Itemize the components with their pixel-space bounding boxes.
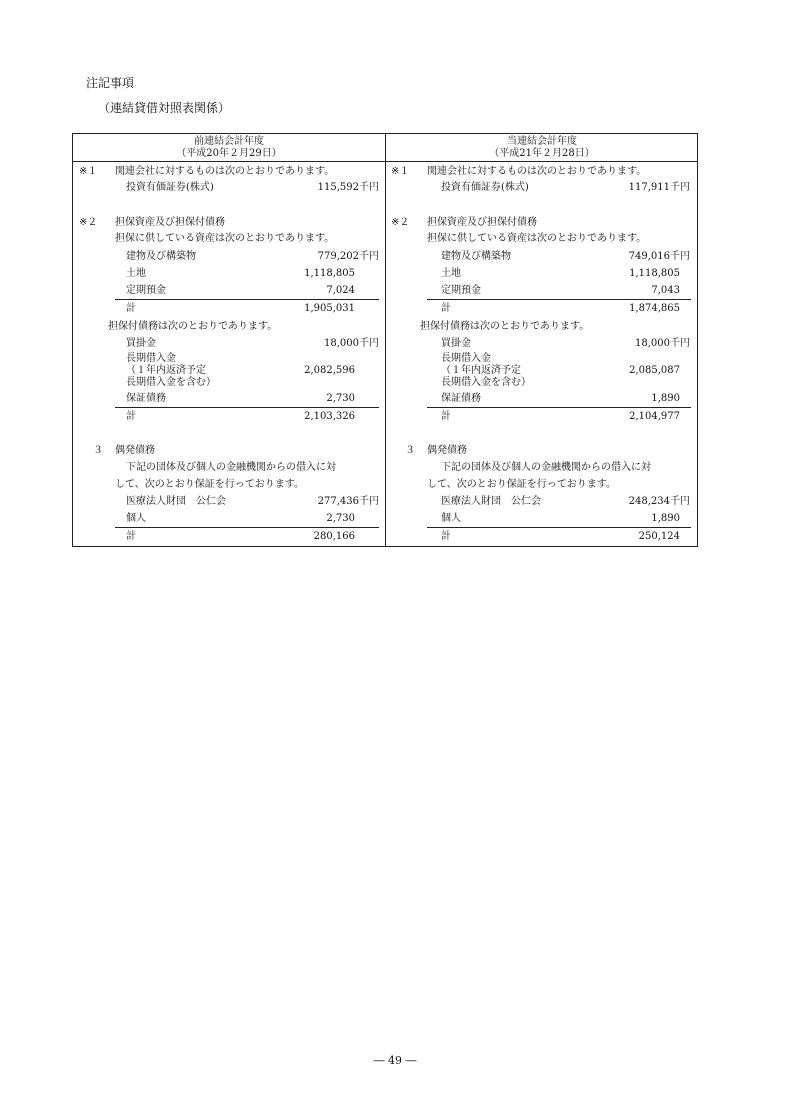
- note3-title: 偶発債務: [427, 445, 467, 456]
- column-title: 当連結会計年度: [507, 136, 577, 147]
- note3-marker: ３: [93, 445, 103, 456]
- note1-item-label: 投資有価証券(株式): [126, 182, 214, 193]
- column-title: 前連結会計年度: [194, 136, 264, 147]
- subtotal-rule: [427, 527, 691, 528]
- guarantee-value: 1,890: [651, 513, 680, 524]
- current-year-column: [386, 134, 698, 546]
- debt-label: 買掛金: [126, 338, 156, 349]
- asset-value: 1,118,805: [304, 268, 355, 279]
- debt-label: 買掛金: [441, 338, 471, 349]
- subtotal-rule: [427, 299, 691, 300]
- debt-label-sub: 長期借入金を含む）: [441, 377, 531, 388]
- column-period: （平成20年２月29日）: [176, 148, 282, 159]
- debt-label-sub: 長期借入金を含む）: [126, 377, 216, 388]
- previous-year-column: [73, 134, 385, 546]
- debt-label-sub: （１年内返済予定: [441, 365, 521, 376]
- debt-label: 保証債務: [441, 393, 481, 404]
- debt-label-sub: （１年内返済予定: [126, 365, 206, 376]
- debt-label: 長期借入金: [441, 353, 491, 364]
- guarantee-total-value: 250,124: [638, 531, 680, 542]
- asset-label: 土地: [126, 268, 146, 279]
- note1-marker: ※１: [391, 166, 410, 177]
- note1-text: 関連会社に対するものは次のとおりであります。: [427, 166, 647, 177]
- assets-total-label: 計: [126, 303, 136, 314]
- asset-label: 土地: [441, 268, 461, 279]
- guarantee-label: 個人: [441, 513, 461, 524]
- balance-sheet-notes-table: [72, 133, 698, 547]
- subtotal-rule: [115, 527, 379, 528]
- guarantee-value: 277,436千円: [317, 496, 379, 507]
- asset-value: 749,016千円: [628, 251, 690, 262]
- note2-debts-intro: 担保付債務は次のとおりであります。: [108, 321, 278, 332]
- asset-value: 7,024: [326, 285, 355, 296]
- note3-text: して、次のとおり保証を行っております。: [427, 479, 616, 490]
- asset-value: 7,043: [651, 285, 680, 296]
- asset-label: 建物及び構築物: [441, 251, 511, 262]
- debts-total-label: 計: [126, 411, 136, 422]
- assets-total-value: 1,905,031: [304, 303, 355, 314]
- section-heading: 注記事項: [86, 76, 135, 90]
- note1-text: 関連会社に対するものは次のとおりであります。: [115, 166, 335, 177]
- note2-title: 担保資産及び担保付債務: [115, 217, 225, 228]
- debt-value: 18,000千円: [635, 338, 690, 349]
- guarantee-value: 2,730: [326, 513, 355, 524]
- guarantee-total-label: 計: [126, 531, 136, 542]
- guarantee-label: 医療法人財団 公仁会: [441, 496, 541, 507]
- debts-total-label: 計: [441, 411, 451, 422]
- guarantee-total-value: 280,166: [313, 531, 355, 542]
- note3-text: 下記の団体及び個人の金融機関からの借入に対: [126, 462, 336, 473]
- note2-marker: ※２: [391, 217, 410, 228]
- debt-label: 保証債務: [126, 393, 166, 404]
- note2-assets-intro: 担保に供している資産は次のとおりであります。: [427, 233, 647, 244]
- assets-total-value: 1,874,865: [629, 303, 680, 314]
- page-number: ― 49 ―: [373, 1054, 417, 1067]
- debt-value: 18,000千円: [324, 338, 379, 349]
- note3-text: して、次のとおり保証を行っております。: [115, 479, 304, 490]
- note2-assets-intro: 担保に供している資産は次のとおりであります。: [115, 233, 335, 244]
- note1-item-value: 117,911千円: [628, 182, 690, 193]
- asset-label: 建物及び構築物: [126, 251, 196, 262]
- debts-total-value: 2,103,326: [304, 411, 355, 422]
- asset-value: 1,118,805: [629, 268, 680, 279]
- debt-label: 長期借入金: [126, 353, 176, 364]
- asset-label: 定期預金: [126, 285, 166, 296]
- debt-value: 2,085,087: [629, 365, 680, 376]
- debt-value: 2,730: [326, 393, 355, 404]
- note2-title: 担保資産及び担保付債務: [427, 217, 537, 228]
- note1-marker: ※１: [79, 166, 98, 177]
- note3-text: 下記の団体及び個人の金融機関からの借入に対: [441, 462, 651, 473]
- column-period: （平成21年２月28日）: [489, 148, 595, 159]
- note3-marker: ３: [405, 445, 415, 456]
- subtotal-rule: [115, 407, 379, 408]
- note2-marker: ※２: [79, 217, 98, 228]
- guarantee-total-label: 計: [441, 531, 451, 542]
- note1-item-value: 115,592千円: [317, 182, 379, 193]
- debts-total-value: 2,104,977: [629, 411, 680, 422]
- section-subheading: （連結貸借対照表関係）: [98, 101, 231, 115]
- note2-debts-intro: 担保付債務は次のとおりであります。: [420, 321, 590, 332]
- asset-label: 定期預金: [441, 285, 481, 296]
- asset-value: 779,202千円: [317, 251, 379, 262]
- debt-value: 2,082,596: [304, 365, 355, 376]
- subtotal-rule: [115, 299, 379, 300]
- guarantee-label: 医療法人財団 公仁会: [126, 496, 226, 507]
- debt-value: 1,890: [651, 393, 680, 404]
- assets-total-label: 計: [441, 303, 451, 314]
- note3-title: 偶発債務: [115, 445, 155, 456]
- guarantee-label: 個人: [126, 513, 146, 524]
- guarantee-value: 248,234千円: [628, 496, 690, 507]
- subtotal-rule: [427, 407, 691, 408]
- note1-item-label: 投資有価証券(株式): [441, 182, 529, 193]
